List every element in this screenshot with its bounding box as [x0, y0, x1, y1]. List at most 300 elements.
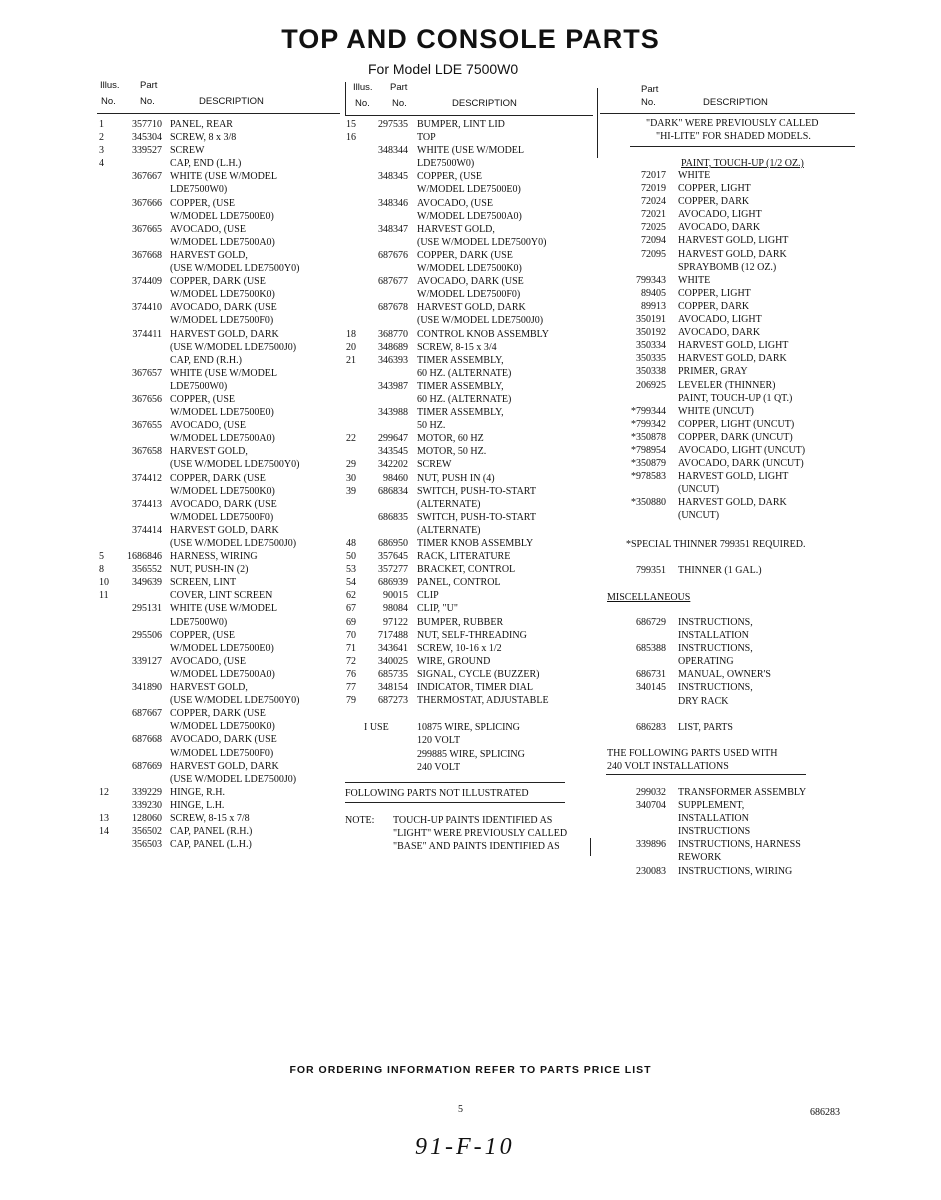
part-description: W/MODEL LDE7500E0) — [417, 184, 521, 196]
part-description: (USE W/MODEL LDE7500Y0) — [170, 459, 300, 471]
list-item — [620, 352, 855, 365]
part-description: HARVEST GOLD, LIGHT — [678, 235, 789, 247]
part-description: NUT, PUSH IN (4) — [417, 472, 495, 484]
part-number: 339527 — [132, 145, 162, 157]
part-description: LDE7500W0) — [170, 616, 228, 628]
part-description: (UNCUT) — [678, 484, 720, 496]
list-item — [346, 183, 596, 196]
not-illustrated-top-rule — [345, 782, 565, 783]
list-item — [346, 314, 596, 327]
part-description: BUMPER, LINT LID — [417, 119, 505, 130]
list-item — [99, 576, 344, 589]
illus-number: 76 — [346, 668, 356, 680]
part-description: COPPER, (USE — [170, 393, 236, 405]
list-item — [620, 248, 855, 261]
illus-number: 50 — [346, 551, 356, 563]
part-description: (ALTERNATE) — [417, 498, 481, 510]
part-description: (USE W/MODEL LDE7500J0) — [417, 315, 544, 327]
illus-number: 2 — [99, 132, 104, 144]
part-description: (USE W/MODEL LDE7500Y0) — [417, 236, 547, 248]
illus-number: 70 — [346, 629, 356, 641]
col3-intro-2: "HI-LITE" FOR SHADED MODELS. — [656, 131, 811, 142]
part-number: 342202 — [378, 459, 408, 471]
list-item — [346, 406, 596, 419]
part-description: MOTOR, 50 HZ. — [417, 446, 487, 458]
illus-number: 12 — [99, 786, 109, 798]
list-item — [620, 799, 855, 812]
col1-header-part-top: Part — [140, 80, 158, 91]
part-description: INSTRUCTIONS, HARNESS — [678, 839, 801, 851]
part-description: W/MODEL LDE7500K0) — [170, 289, 275, 301]
list-item — [346, 236, 596, 249]
part-number: 687668 — [132, 734, 162, 746]
part-description: AVOCADO, (USE — [170, 420, 246, 432]
part-description: HARVEST GOLD, DARK — [678, 353, 787, 365]
illus-number: 14 — [99, 826, 109, 838]
splice-use-label: I USE — [364, 722, 389, 733]
part-number: 686731 — [636, 669, 666, 681]
list-item — [99, 786, 344, 799]
part-description: CLIP — [417, 590, 439, 602]
list-item — [99, 249, 344, 262]
part-description: SCREW, 8 x 3/8 — [170, 132, 237, 144]
part-description: INSTRUCTIONS, WIRING — [678, 865, 793, 877]
part-number: 339127 — [132, 655, 162, 667]
page-number: 5 — [458, 1104, 463, 1115]
part-description: PANEL, REAR — [170, 119, 233, 130]
part-description: AVOCADO, LIGHT — [678, 314, 762, 326]
part-description: (ALTERNATE) — [417, 524, 481, 536]
col2-parts-list — [346, 118, 596, 707]
list-item — [99, 537, 344, 550]
list-item — [620, 169, 855, 182]
part-number: *799342 — [631, 418, 666, 430]
list-item — [346, 367, 596, 380]
part-description: LDE7500W0) — [417, 158, 475, 170]
list-item — [620, 509, 855, 522]
part-number: 367656 — [132, 393, 162, 405]
part-description: LEVELER (THINNER) — [678, 379, 776, 391]
list-item — [99, 406, 344, 419]
list-item — [620, 326, 855, 339]
col1-header-illus-top: Illus. — [100, 80, 120, 91]
part-description: W/MODEL LDE7500K0) — [170, 721, 275, 733]
list-item — [346, 537, 596, 550]
list-item — [346, 681, 596, 694]
part-number: 350334 — [636, 340, 666, 352]
list-item — [620, 642, 855, 655]
part-description: INSTRUCTIONS, — [678, 617, 753, 628]
part-number: 374413 — [132, 498, 162, 510]
part-description: PRIMER, GRAY — [678, 366, 748, 378]
list-item — [346, 131, 596, 144]
part-number: 345304 — [132, 132, 162, 144]
part-number: 98460 — [383, 472, 408, 484]
list-item — [620, 721, 855, 734]
part-description: COPPER, DARK (USE — [417, 249, 513, 261]
part-description: HARVEST GOLD, LIGHT — [678, 340, 789, 352]
list-item — [346, 210, 596, 223]
list-item — [99, 602, 344, 615]
list-item — [99, 825, 344, 838]
list-item — [99, 589, 344, 602]
part-description: CAP, PANEL (R.H.) — [170, 826, 253, 838]
list-item — [620, 681, 855, 694]
part-description: RACK, LITERATURE — [417, 551, 511, 563]
list-item — [99, 485, 344, 498]
part-description: W/MODEL LDE7500E0) — [170, 407, 274, 419]
part-description: INSTRUCTIONS — [678, 826, 751, 838]
list-item — [620, 825, 855, 838]
list-item — [620, 812, 855, 825]
list-item — [99, 131, 344, 144]
list-item — [620, 865, 855, 878]
part-description: 60 HZ. (ALTERNATE) — [417, 393, 512, 405]
list-item — [99, 655, 344, 668]
part-description: THERMOSTAT, ADJUSTABLE — [417, 695, 549, 707]
list-item — [620, 339, 855, 352]
list-item — [99, 341, 344, 354]
illus-number: 20 — [346, 341, 356, 353]
illus-number: 5 — [99, 551, 104, 563]
list-item — [99, 314, 344, 327]
part-number: 339229 — [132, 786, 162, 798]
part-description: SUPPLEMENT, — [678, 800, 745, 812]
part-description: SIGNAL, CYCLE (BUZZER) — [417, 668, 540, 680]
col3-intro-1: "DARK" WERE PREVIOUSLY CALLED — [646, 118, 819, 129]
illus-number: 39 — [346, 485, 356, 497]
part-number: 348344 — [378, 145, 408, 157]
part-number: 339896 — [636, 839, 666, 851]
part-description: MOTOR, 60 HZ — [417, 433, 484, 445]
col2-header-part-top: Part — [390, 82, 408, 93]
list-item — [99, 144, 344, 157]
part-description: HARVEST GOLD, DARK — [170, 760, 279, 772]
part-number: 367658 — [132, 446, 162, 458]
illus-number: 13 — [99, 812, 109, 824]
part-description: WHITE — [678, 274, 711, 286]
part-number: 348347 — [378, 223, 408, 235]
part-description: OPERATING — [678, 656, 734, 668]
misc-list — [620, 616, 855, 708]
misc-heading: MISCELLANEOUS — [607, 592, 691, 603]
list-item — [346, 458, 596, 471]
part-description: COPPER, (USE — [170, 197, 236, 209]
part-number: 348689 — [378, 341, 408, 353]
col1-parts-list — [99, 118, 344, 851]
part-description: (USE W/MODEL LDE7500Y0) — [170, 695, 300, 707]
part-number: 340704 — [636, 800, 666, 812]
part-description: WHITE (USE W/MODEL — [170, 171, 278, 183]
illus-number: 54 — [346, 577, 356, 589]
part-number: 348154 — [378, 682, 408, 694]
part-description: PAINT, TOUCH-UP (1 QT.) — [678, 392, 793, 404]
part-description: INSTRUCTIONS, — [678, 643, 753, 655]
list-item — [346, 301, 596, 314]
part-description: TOP — [417, 132, 436, 144]
part-number: 346393 — [378, 354, 408, 366]
part-description: HARVEST GOLD, — [170, 446, 248, 458]
part-description: COPPER, DARK (UNCUT) — [678, 431, 793, 443]
part-description: CAP, PANEL (L.H.) — [170, 839, 252, 851]
note-right-rule — [590, 838, 591, 856]
part-description: HARVEST GOLD, — [417, 223, 495, 235]
part-number: 343641 — [378, 642, 408, 654]
part-number: 90015 — [383, 590, 408, 602]
part-description: COPPER, LIGHT — [678, 287, 751, 299]
list-item — [99, 118, 344, 131]
col1-header-description: DESCRIPTION — [199, 96, 264, 107]
part-number: *799344 — [631, 405, 666, 417]
not-illustrated-heading: FOLLOWING PARTS NOT ILLUSTRATED — [345, 788, 529, 799]
part-description: HINGE, R.H. — [170, 786, 225, 798]
illus-number: 29 — [346, 459, 356, 471]
list-item — [99, 236, 344, 249]
list-item — [346, 328, 596, 341]
list-item — [99, 773, 344, 786]
part-description: (USE W/MODEL LDE7500J0) — [170, 341, 297, 353]
list-item — [99, 170, 344, 183]
list-item — [346, 524, 596, 537]
part-description: WHITE — [678, 170, 711, 181]
part-description: 50 HZ. — [417, 420, 446, 432]
part-description: MANUAL, OWNER'S — [678, 669, 771, 681]
list-item — [346, 563, 596, 576]
list-item — [346, 576, 596, 589]
list-item — [620, 405, 855, 418]
part-number: 356503 — [132, 839, 162, 851]
part-number: 206925 — [636, 379, 666, 391]
ordering-footer: FOR ORDERING INFORMATION REFER TO PARTS PRICE LIST — [289, 1064, 652, 1076]
not-illustrated-bottom-rule — [345, 802, 565, 803]
list-item — [346, 550, 596, 563]
list-item — [346, 118, 596, 131]
illus-number: 69 — [346, 616, 356, 628]
splice-line-3: 299885 WIRE, SPLICING — [417, 749, 525, 760]
part-number: 686729 — [636, 617, 666, 628]
list-item — [346, 432, 596, 445]
part-description: BRACKET, CONTROL — [417, 564, 516, 576]
part-number: 374411 — [132, 328, 162, 340]
part-number: 295506 — [132, 629, 162, 641]
list-item — [99, 511, 344, 524]
illus-number: 72 — [346, 655, 356, 667]
paint-heading: PAINT, TOUCH-UP (1/2 OZ.) — [681, 158, 804, 169]
part-description: AVOCADO, (USE — [170, 655, 246, 667]
part-number: 374414 — [132, 524, 162, 536]
part-description: COPPER, DARK (USE — [170, 276, 266, 288]
list-item — [346, 144, 596, 157]
part-description: CAP, END (R.H.) — [170, 354, 242, 366]
illus-number: 22 — [346, 433, 356, 445]
list-item — [620, 221, 855, 234]
note-line-3: "BASE" AND PAINTS IDENTIFIED AS — [393, 841, 560, 852]
list-item — [620, 365, 855, 378]
part-number: 230083 — [636, 865, 666, 877]
list-item — [620, 786, 855, 799]
part-description: LDE7500W0) — [170, 380, 228, 392]
part-number: 686283 — [636, 722, 666, 733]
part-number: 686834 — [378, 485, 408, 497]
col3-header-no: No. — [641, 97, 656, 108]
list-item — [620, 838, 855, 851]
volt240-rule — [606, 774, 806, 775]
part-description: HINGE, L.H. — [170, 799, 225, 811]
part-number: 368770 — [378, 328, 408, 340]
part-description: SCREW — [170, 145, 205, 157]
illus-number: 1 — [99, 119, 104, 130]
part-description: HARVEST GOLD, DARK — [678, 248, 787, 260]
part-number: 367668 — [132, 249, 162, 261]
part-number: 356502 — [132, 826, 162, 838]
part-number: 374412 — [132, 472, 162, 484]
list-item — [99, 210, 344, 223]
part-description: W/MODEL LDE7500A0) — [170, 236, 275, 248]
document-number: 686283 — [810, 1107, 840, 1118]
part-description: (USE W/MODEL LDE7500Y0) — [170, 263, 300, 275]
illus-number: 71 — [346, 642, 356, 654]
col3-header-description: DESCRIPTION — [703, 97, 768, 108]
list-item — [99, 629, 344, 642]
part-description: COVER, LINT SCREEN — [170, 590, 273, 602]
part-number: 72024 — [641, 196, 666, 208]
splice-line-2: 120 VOLT — [417, 735, 461, 746]
col1-header-no-part: No. — [140, 96, 155, 107]
part-description: WIRE, GROUND — [417, 655, 491, 667]
part-number: 686835 — [378, 511, 408, 523]
list-item — [346, 288, 596, 301]
col3-intro-rule — [630, 146, 855, 147]
part-number: 72025 — [641, 222, 666, 234]
thinner-row — [620, 564, 855, 577]
part-description: W/MODEL LDE7500K0) — [417, 263, 522, 275]
list-item — [346, 341, 596, 354]
part-description: SCREEN, LINT — [170, 577, 237, 589]
part-number: *350878 — [631, 431, 666, 443]
part-description: AVOCADO, DARK (USE — [170, 498, 277, 510]
list-item — [620, 208, 855, 221]
part-description: COPPER, LIGHT — [678, 183, 751, 195]
list-item — [99, 812, 344, 825]
illus-number: 11 — [99, 590, 109, 602]
list-item — [99, 472, 344, 485]
part-description: HARVEST GOLD, LIGHT — [678, 471, 789, 483]
part-number: 687676 — [378, 249, 408, 261]
col2-header-description: DESCRIPTION — [452, 98, 517, 109]
list-item — [99, 380, 344, 393]
part-number: 1686846 — [127, 551, 162, 563]
part-description: TIMER KNOB ASSEMBLY — [417, 538, 534, 549]
list-item — [346, 223, 596, 236]
page-subtitle: For Model LDE 7500W0 — [368, 61, 519, 77]
list-item — [346, 694, 596, 707]
part-number: 299032 — [636, 787, 666, 798]
col2-header-rule — [345, 115, 593, 116]
part-number: 374410 — [132, 302, 162, 314]
part-number: 799343 — [636, 274, 666, 286]
list-item — [346, 498, 596, 511]
part-number: 686950 — [378, 538, 408, 549]
part-number: *978583 — [631, 471, 666, 483]
list-item — [99, 681, 344, 694]
list-item — [99, 838, 344, 851]
part-number: 799351 — [636, 565, 666, 576]
part-number: 367657 — [132, 367, 162, 379]
note-line-1: TOUCH-UP PAINTS IDENTIFIED AS — [393, 815, 553, 826]
list-item — [620, 379, 855, 392]
part-description: PANEL, CONTROL — [417, 577, 501, 589]
part-description: AVOCADO, DARK — [678, 222, 761, 234]
part-description: COPPER, DARK (USE — [170, 472, 266, 484]
col3-header-rule — [600, 113, 855, 114]
list-item — [346, 380, 596, 393]
col1-header-rule — [97, 113, 340, 114]
list-item — [99, 445, 344, 458]
part-number: 340025 — [378, 655, 408, 667]
illus-number: 16 — [346, 132, 356, 144]
list-item — [99, 419, 344, 432]
part-description: LIST, PARTS — [678, 722, 733, 733]
list-item — [99, 616, 344, 629]
part-description: AVOCADO, LIGHT — [678, 209, 762, 221]
part-description: AVOCADO, DARK (UNCUT) — [678, 458, 804, 470]
part-number: 348345 — [378, 171, 408, 183]
part-number: 686939 — [378, 577, 408, 589]
part-number: *350879 — [631, 458, 666, 470]
part-number: 357645 — [378, 551, 408, 563]
part-number: 687678 — [378, 302, 408, 314]
part-description: W/MODEL LDE7500F0) — [417, 289, 521, 301]
part-number: 343988 — [378, 407, 408, 419]
part-description: W/MODEL LDE7500A0) — [170, 433, 275, 445]
part-number: 348346 — [378, 197, 408, 209]
part-number: 341890 — [132, 682, 162, 694]
part-number: *798954 — [631, 444, 666, 456]
part-description: AVOCADO, DARK (USE — [170, 734, 277, 746]
part-description: COPPER, (USE — [417, 171, 483, 183]
part-description: (USE W/MODEL LDE7500J0) — [170, 538, 297, 549]
list-item — [620, 418, 855, 431]
illus-number: 15 — [346, 119, 356, 130]
part-description: W/MODEL LDE7500F0) — [170, 315, 274, 327]
splice-line-4: 240 VOLT — [417, 762, 461, 773]
part-number: 717488 — [378, 629, 408, 641]
part-number: 299647 — [378, 433, 408, 445]
part-number: 367666 — [132, 197, 162, 209]
list-item — [99, 760, 344, 773]
col2-header-illus-top: Illus. — [353, 82, 373, 93]
volt240-heading-1: THE FOLLOWING PARTS USED WITH — [607, 748, 778, 759]
illus-number: 30 — [346, 472, 356, 484]
part-number: 687669 — [132, 760, 162, 772]
list-item — [99, 498, 344, 511]
illus-number: 10 — [99, 577, 109, 589]
part-description: AVOCADO, (USE — [170, 223, 246, 235]
part-number: 367667 — [132, 171, 162, 183]
part-description: CLIP, "U" — [417, 603, 458, 615]
list-item — [620, 616, 855, 629]
part-description: AVOCADO, LIGHT (UNCUT) — [678, 444, 806, 456]
part-number: 356552 — [132, 564, 162, 576]
part-description: INDICATOR, TIMER DIAL — [417, 682, 534, 694]
list-item — [346, 472, 596, 485]
list-item — [99, 563, 344, 576]
list-item — [620, 457, 855, 470]
illus-number: 48 — [346, 538, 356, 549]
part-number: 72019 — [641, 183, 666, 195]
list-item — [620, 261, 855, 274]
part-number: 350338 — [636, 366, 666, 378]
